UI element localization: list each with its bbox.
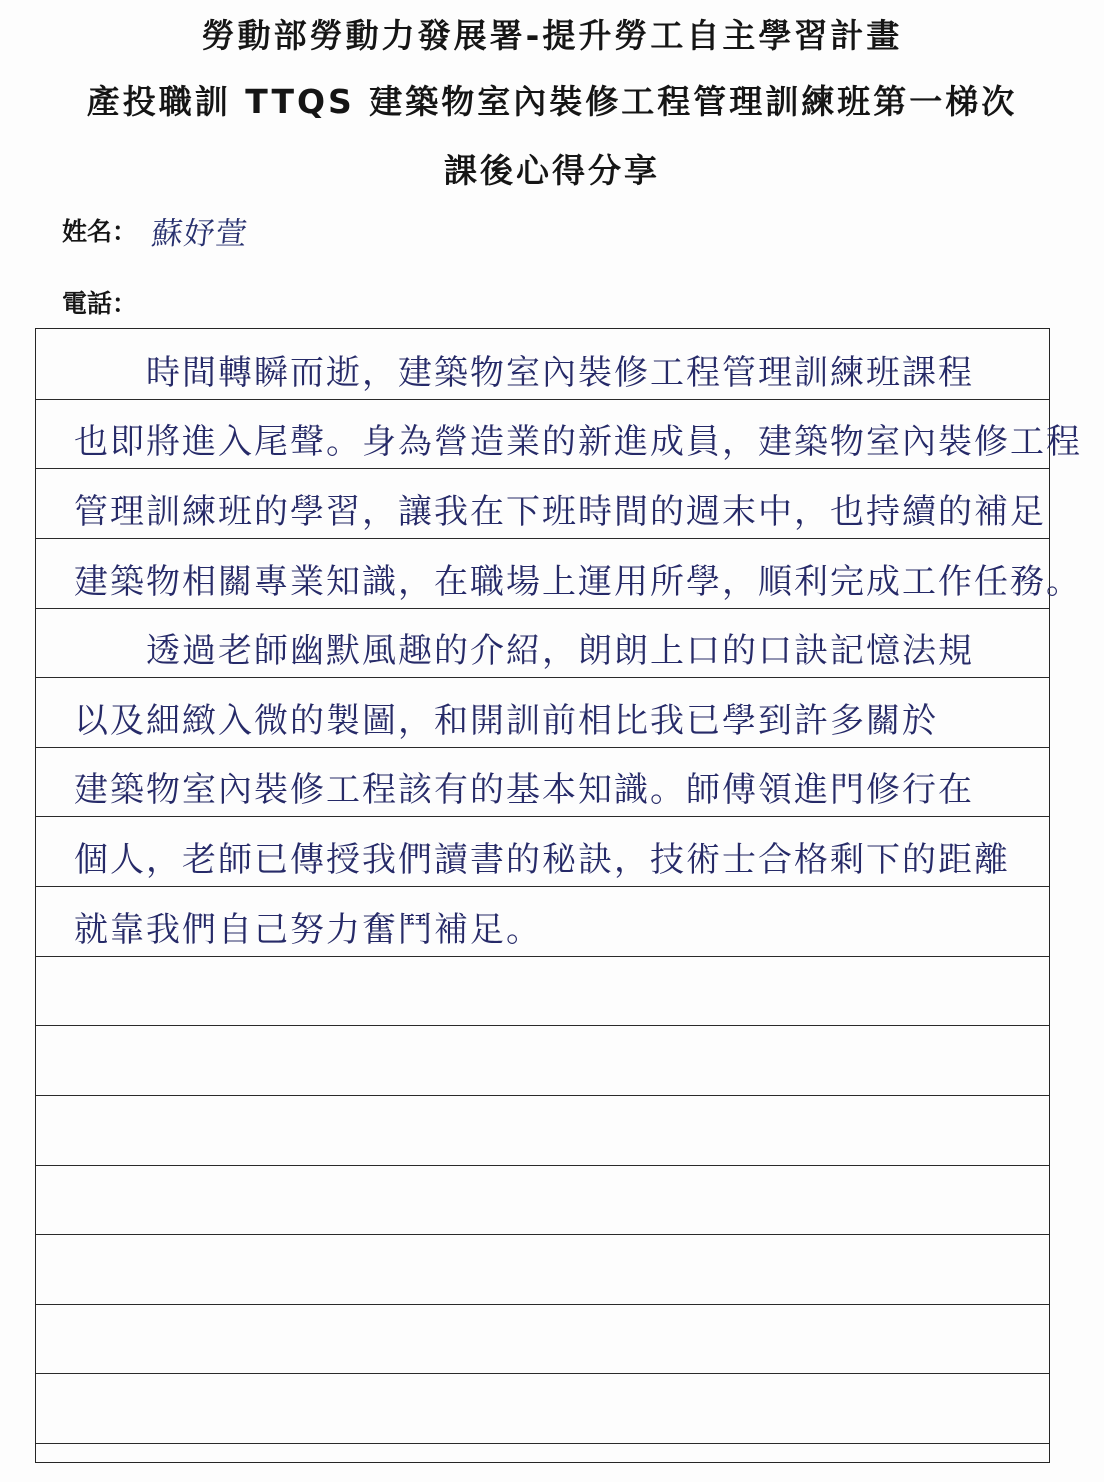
essay-line: 透過老師幽默風趣的介紹，朗朗上口的口訣記憶法規 [74,631,974,671]
name-value: 蘇妤萱 [149,216,250,252]
name-label: 姓名： [62,217,138,246]
ruled-line [36,1095,1049,1096]
essay-ruled-box [35,328,1082,1463]
ruled-line [36,1304,1049,1305]
phone-label: 電話： [62,289,138,318]
form-title-line-1: 勞動部勞動力發展署-提升勞工自主學習計畫 [201,16,903,55]
essay-line: 時間轉瞬而逝，建築物室內裝修工程管理訓練班課程 [74,353,974,393]
ruled-line [36,468,1049,469]
ruled-line [36,886,1049,887]
essay-line: 也即將進入尾聲。身為營造業的新進成員，建築物室內裝修工程 [74,422,1082,462]
ruled-line [36,399,1049,400]
ruled-line [36,677,1049,678]
essay-line: 建築物室內裝修工程該有的基本知識。師傅領進門修行在 [74,770,974,810]
form-title-line-2: 產投職訓 TTQS 建築物室內裝修工程管理訓練班第一梯次 [86,82,1018,121]
ruled-line [36,608,1049,609]
essay-line: 個人，老師已傳授我們讀書的秘訣，技術士合格剩下的距離 [74,840,1010,880]
ruled-line [36,1443,1049,1444]
essay-line: 以及細緻入微的製圖，和開訓前相比我已學到許多關於 [74,701,938,741]
ruled-line [36,1165,1049,1166]
essay-line: 建築物相關專業知識，在職場上運用所學，順利完成工作任務。 [74,562,1082,602]
form-title-line-3: 課後心得分享 [444,151,660,190]
ruled-line [36,1373,1049,1374]
essay-line: 就靠我們自己努力奮鬥補足。 [74,910,542,950]
ruled-line [36,816,1049,817]
ruled-line [36,956,1049,957]
ruled-line [36,1234,1049,1235]
ruled-line [36,1025,1049,1026]
ruled-line [36,747,1049,748]
essay-line: 管理訓練班的學習，讓我在下班時間的週末中，也持續的補足 [74,492,1046,532]
ruled-line [36,538,1049,539]
